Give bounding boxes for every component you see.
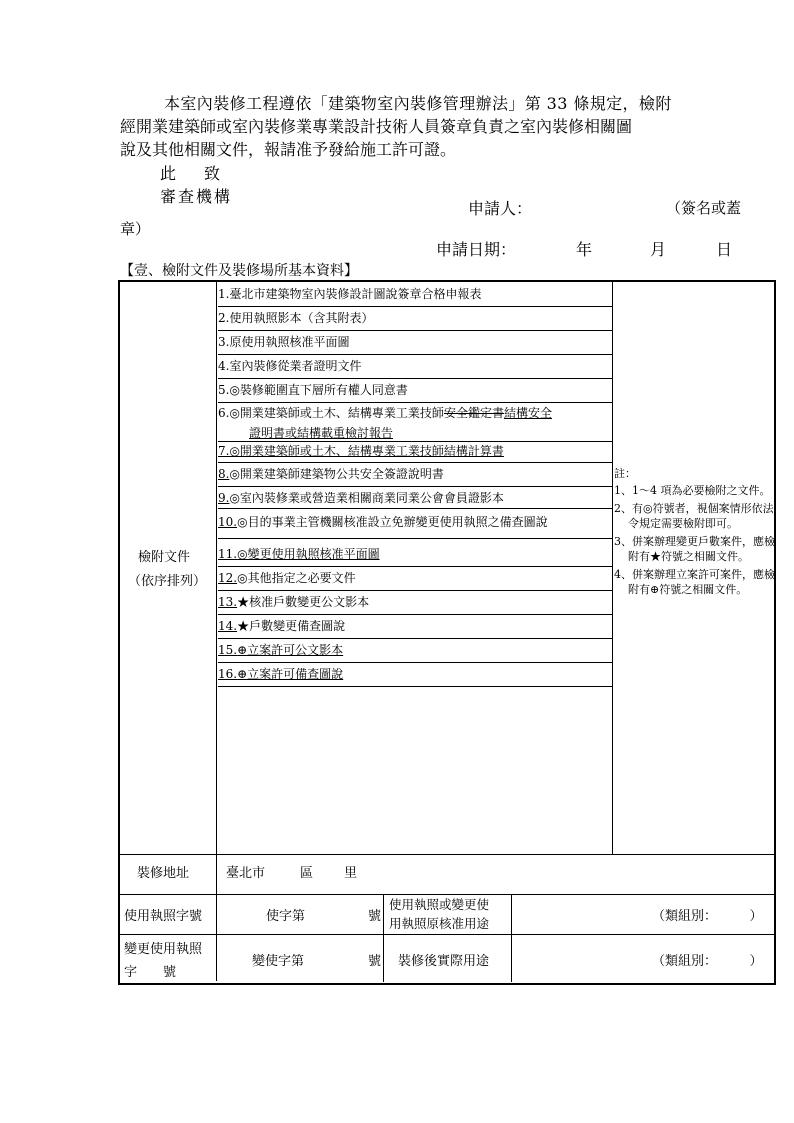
doc-item-3: 3.原使用執照核准平面圖 [218,331,612,355]
use-permit-category: （類組別： ） [652,909,763,924]
doc-item-7: 7.◎開業建築師或土木、結構專業工業技師結構計算書 [218,442,612,463]
date-month: 月 [650,240,667,259]
note-item: 2、有◎符號者，視個案情形依法令規定需要檢附即可。 [614,502,774,530]
doc-item-12: 12.◎其他指定之必要文件 [218,567,612,591]
change-permit-label-1: 變更使用執照 [124,942,203,957]
date-year: 年 [576,240,593,259]
use-permit-purpose-label-2: 用執照原核准用途 [389,916,490,931]
intro-line-2: 經開業建築師或室內裝修業專業設計技術人員簽章負責之室內裝修相關圖 [120,117,633,136]
date-label: 申請日期： [436,240,517,259]
intro-line-1: 本室內裝修工程遵依「建築物室內裝修管理辦法」第 33 條規定，檢附 [164,94,672,113]
doc-item-2: 2.使用執照影本（含其附表） [218,307,612,331]
doc-item-1: 1.臺北市建築物室內裝修設計圖說簽章合格申報表 [218,283,612,307]
doc-item-15: 15.⊕立案許可公文影本 [218,639,612,663]
table-divider [216,281,217,981]
use-permit-suffix: 號 [368,909,382,924]
use-permit-prefix: 使字第 [266,909,306,924]
sign-note-tail: 章） [120,220,151,238]
doc-item-14: 14.★戶數變更備查圖說 [218,615,612,639]
address-label: 裝修地址 [137,866,190,881]
use-permit-label: 使用執照字號 [124,909,203,924]
applicant-label: 申請人： [468,199,533,218]
note-item: 4、併案辦理立案許可案件，應檢附有⊕符號之相關文件。 [614,568,775,596]
intro-paragraph [120,92,760,161]
address-village: 里 [344,866,358,881]
table-divider [612,281,613,855]
documents-label-line-1: 檢附文件 [138,550,191,565]
table-divider [511,894,512,982]
change-permit-prefix: 變使字第 [252,954,305,969]
date-day: 日 [716,240,733,259]
doc-item-6: 6.◎開業建築師或土木、結構專業工業技師安全鑑定書結構安全 證明書或結構載重檢討報告 [218,403,612,442]
table-divider [383,894,384,982]
table-divider [119,934,775,935]
doc-item-13: 13.★核准戶數變更公文影本 [218,591,612,615]
doc-item-4: 4.室內裝修從業者證明文件 [218,355,612,379]
table-divider [119,854,775,855]
change-permit-purpose-label: 裝修後實際用途 [398,954,490,969]
doc-item-16: 16.⊕立案許可備查圖說 [218,663,612,687]
address-district: 區 [300,866,314,881]
note-item: 1、1～4 項為必要檢附之文件。 [614,484,771,497]
change-permit-label-2: 字 號 [124,965,177,980]
doc-item-11: 11.◎變更使用執照核准平面圖 [218,543,612,567]
documents-label-line-2: （依序排列） [128,574,207,589]
salutation-line-2: 審查機構 [160,187,233,206]
notes-title: 註： [614,467,636,480]
section-title: 【壹、檢附文件及裝修場所基本資料】 [120,263,358,279]
doc-item-8: 8.◎開業建築師建築物公共安全簽證說明書 [218,463,612,487]
address-city: 臺北市 [226,866,266,881]
doc-item-5: 5.◎裝修範圍直下層所有權人同意書 [218,379,612,403]
use-permit-purpose-label-1: 使用執照或變更使 [389,897,490,912]
doc-item-9: 9.◎室內裝修業或營造業相關商業同業公會會員證影本 [218,487,612,509]
doc-item-10: 10.◎目的事業主管機關核准設立免辦變更使用執照之備查圖說 [218,509,612,539]
note-item: 3、併案辦理變更戶數案件，應檢附有★符號之相關文件。 [614,535,775,563]
change-permit-suffix: 號 [368,954,382,969]
sign-note: （簽名或蓋 [666,199,742,217]
change-permit-category: （類組別： ） [652,954,763,969]
notes [614,466,776,597]
salutation-line-1: 此 致 [160,164,227,183]
intro-line-3: 說及其他相關文件，報請准予發給施工許可證。 [120,140,457,159]
